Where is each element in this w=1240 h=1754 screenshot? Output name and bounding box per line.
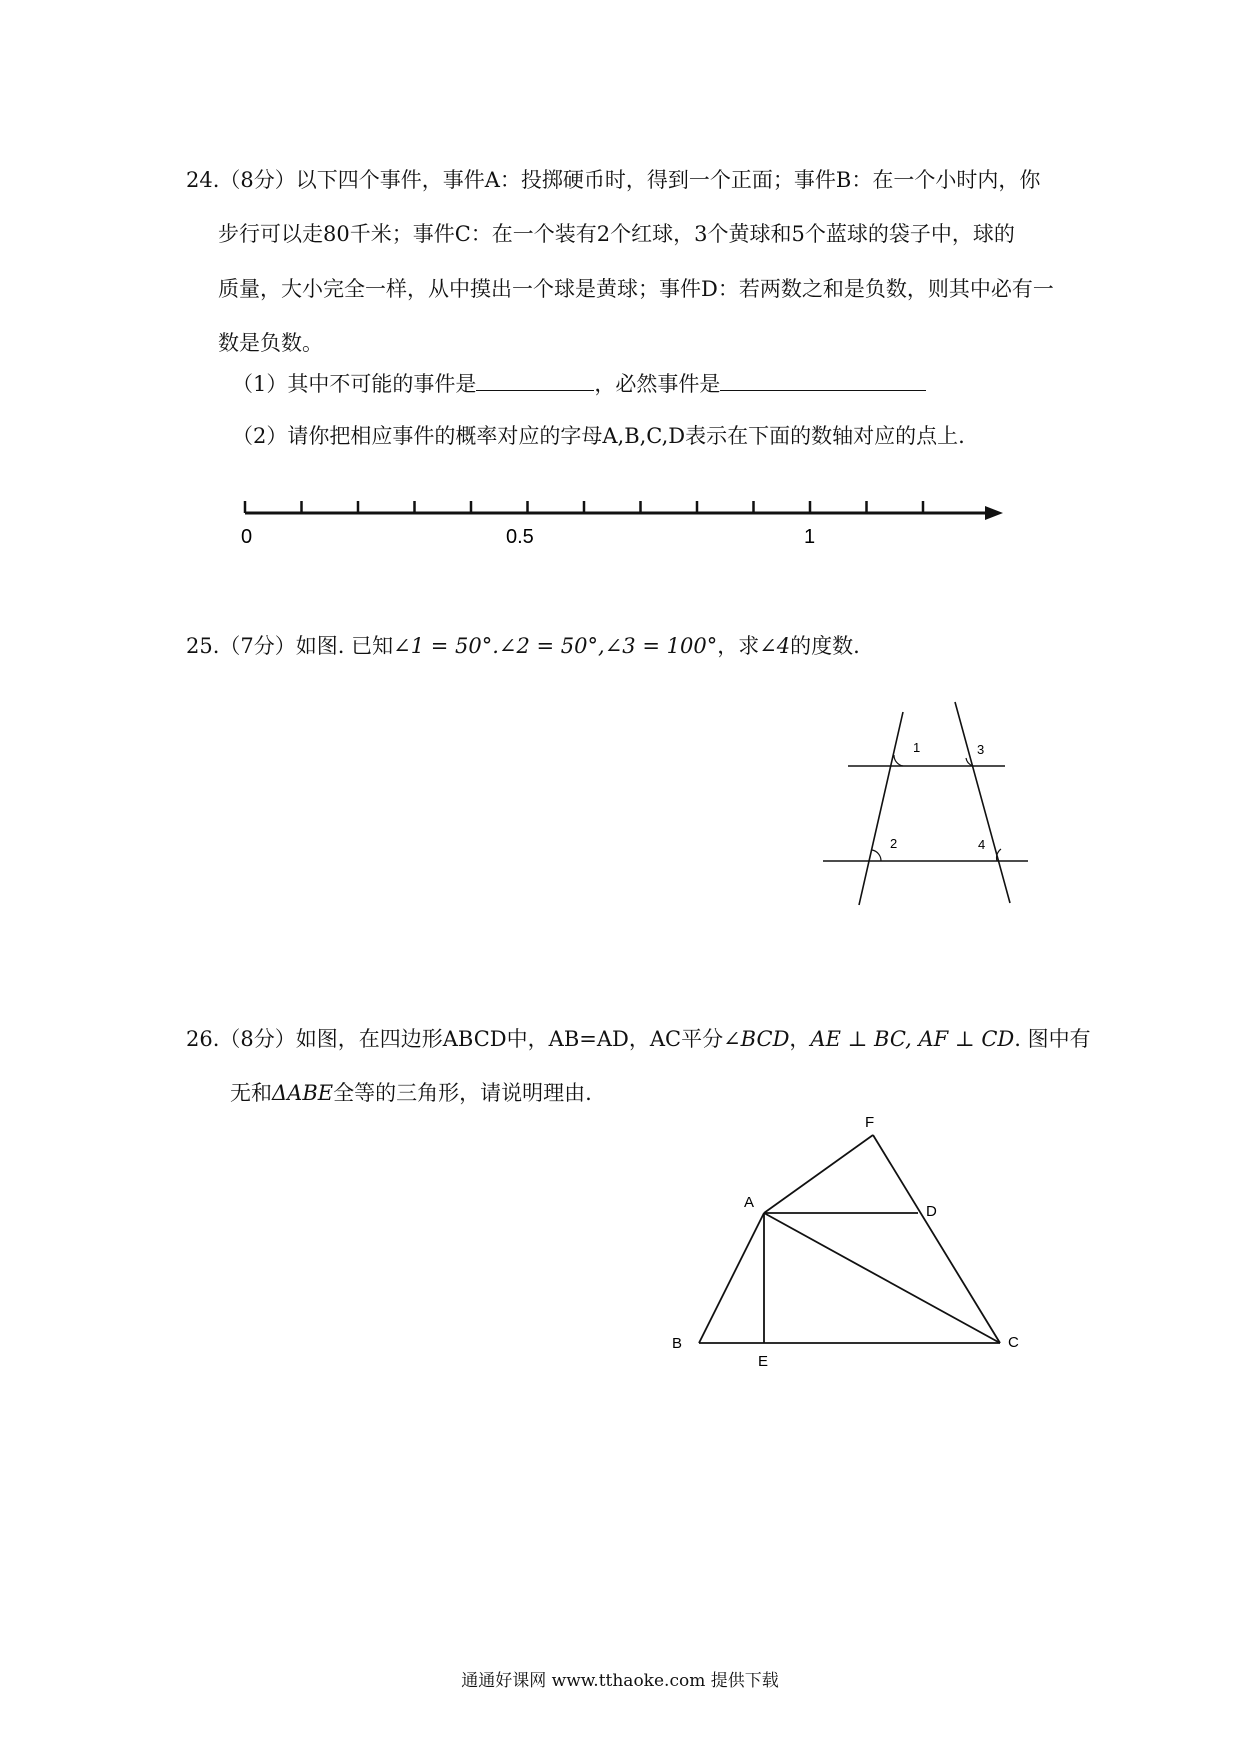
q26-line2-text-b: 全等的三角形，请说明理由. bbox=[333, 1081, 592, 1105]
q25-math-angle4: ∠4 bbox=[759, 634, 791, 658]
answer-blank-impossible[interactable] bbox=[476, 372, 594, 391]
q25-text-a: 25.（7分）如图. 已知 bbox=[186, 634, 394, 658]
q26-math-angle-bcd: ∠BCD bbox=[723, 1027, 790, 1051]
point-label-D: D bbox=[926, 1203, 937, 1220]
point-label-B: B bbox=[672, 1335, 683, 1352]
segment-CF bbox=[873, 1135, 1000, 1343]
angle-label-3: 3 bbox=[977, 742, 985, 757]
axis-label-1: 1 bbox=[804, 526, 816, 548]
q26-text-b: ， bbox=[789, 1027, 811, 1051]
q26-text-c: . 图中有 bbox=[1014, 1027, 1091, 1051]
angle-label-2: 2 bbox=[890, 836, 898, 851]
q26-figure bbox=[660, 1115, 1030, 1370]
q25-text-c: 的度数. bbox=[790, 634, 860, 658]
q25-math-angles: ∠1 = 50°.∠2 = 50°,∠3 = 100° bbox=[393, 634, 718, 658]
number-line-arrow bbox=[985, 506, 1003, 520]
segment-AB bbox=[699, 1213, 764, 1343]
point-label-A: A bbox=[744, 1194, 755, 1211]
q25-line1 bbox=[186, 632, 860, 660]
q26-line2-text-a: 无和 bbox=[230, 1081, 272, 1105]
point-label-F: F bbox=[865, 1115, 875, 1131]
q26-line1 bbox=[186, 1025, 1091, 1053]
point-label-E: E bbox=[758, 1353, 769, 1370]
angle-arc-2 bbox=[872, 850, 881, 861]
angle-label-4: 4 bbox=[978, 837, 986, 852]
transversal-left bbox=[859, 712, 903, 905]
q26-math-perpendiculars: AE ⊥ BC, AF ⊥ CD bbox=[810, 1027, 1015, 1051]
q25-figure bbox=[810, 690, 1040, 915]
q25-text-b: ，求 bbox=[717, 634, 760, 658]
q24-part1-text-a: （1）其中不可能的事件是 bbox=[232, 372, 477, 396]
page-footer: 通通好课网 www.tthaoke.com 提供下载 bbox=[461, 1671, 779, 1691]
segment-AF bbox=[764, 1135, 873, 1213]
transversal-right bbox=[955, 702, 1010, 903]
q26-math-triangle: ΔABE bbox=[272, 1081, 334, 1105]
q24-line1: 24.（8分）以下四个事件，事件A：投掷硬币时，得到一个正面；事件B：在一个小时内，你 bbox=[186, 168, 1041, 192]
q24-part2: （2）请你把相应事件的概率对应的字母A,B,C,D表示在下面的数轴对应的点上. bbox=[232, 424, 965, 448]
q24-part1 bbox=[232, 370, 926, 398]
q26-text-a: 26.（8分）如图，在四边形ABCD中，AB=AD，AC平分 bbox=[186, 1027, 724, 1051]
angle-arc-1 bbox=[894, 755, 903, 766]
axis-label-half: 0.5 bbox=[506, 526, 534, 548]
q24-line3: 质量，大小完全一样，从中摸出一个球是黄球；事件D：若两数之和是负数，则其中必有一 bbox=[218, 277, 1054, 301]
q24-line2: 步行可以走80千米；事件C：在一个装有2个红球，3个黄球和5个蓝球的袋子中，球的 bbox=[218, 222, 1015, 246]
point-label-C: C bbox=[1008, 1334, 1019, 1351]
axis-label-0: 0 bbox=[241, 526, 253, 548]
q24-part1-text-b: ，必然事件是 bbox=[594, 372, 721, 396]
q26-line2 bbox=[230, 1079, 592, 1107]
angle-label-1: 1 bbox=[913, 740, 921, 755]
q24-line4: 数是负数。 bbox=[218, 331, 323, 355]
segment-AC bbox=[764, 1213, 1000, 1343]
number-line bbox=[220, 490, 1010, 550]
answer-blank-certain[interactable] bbox=[720, 372, 926, 391]
